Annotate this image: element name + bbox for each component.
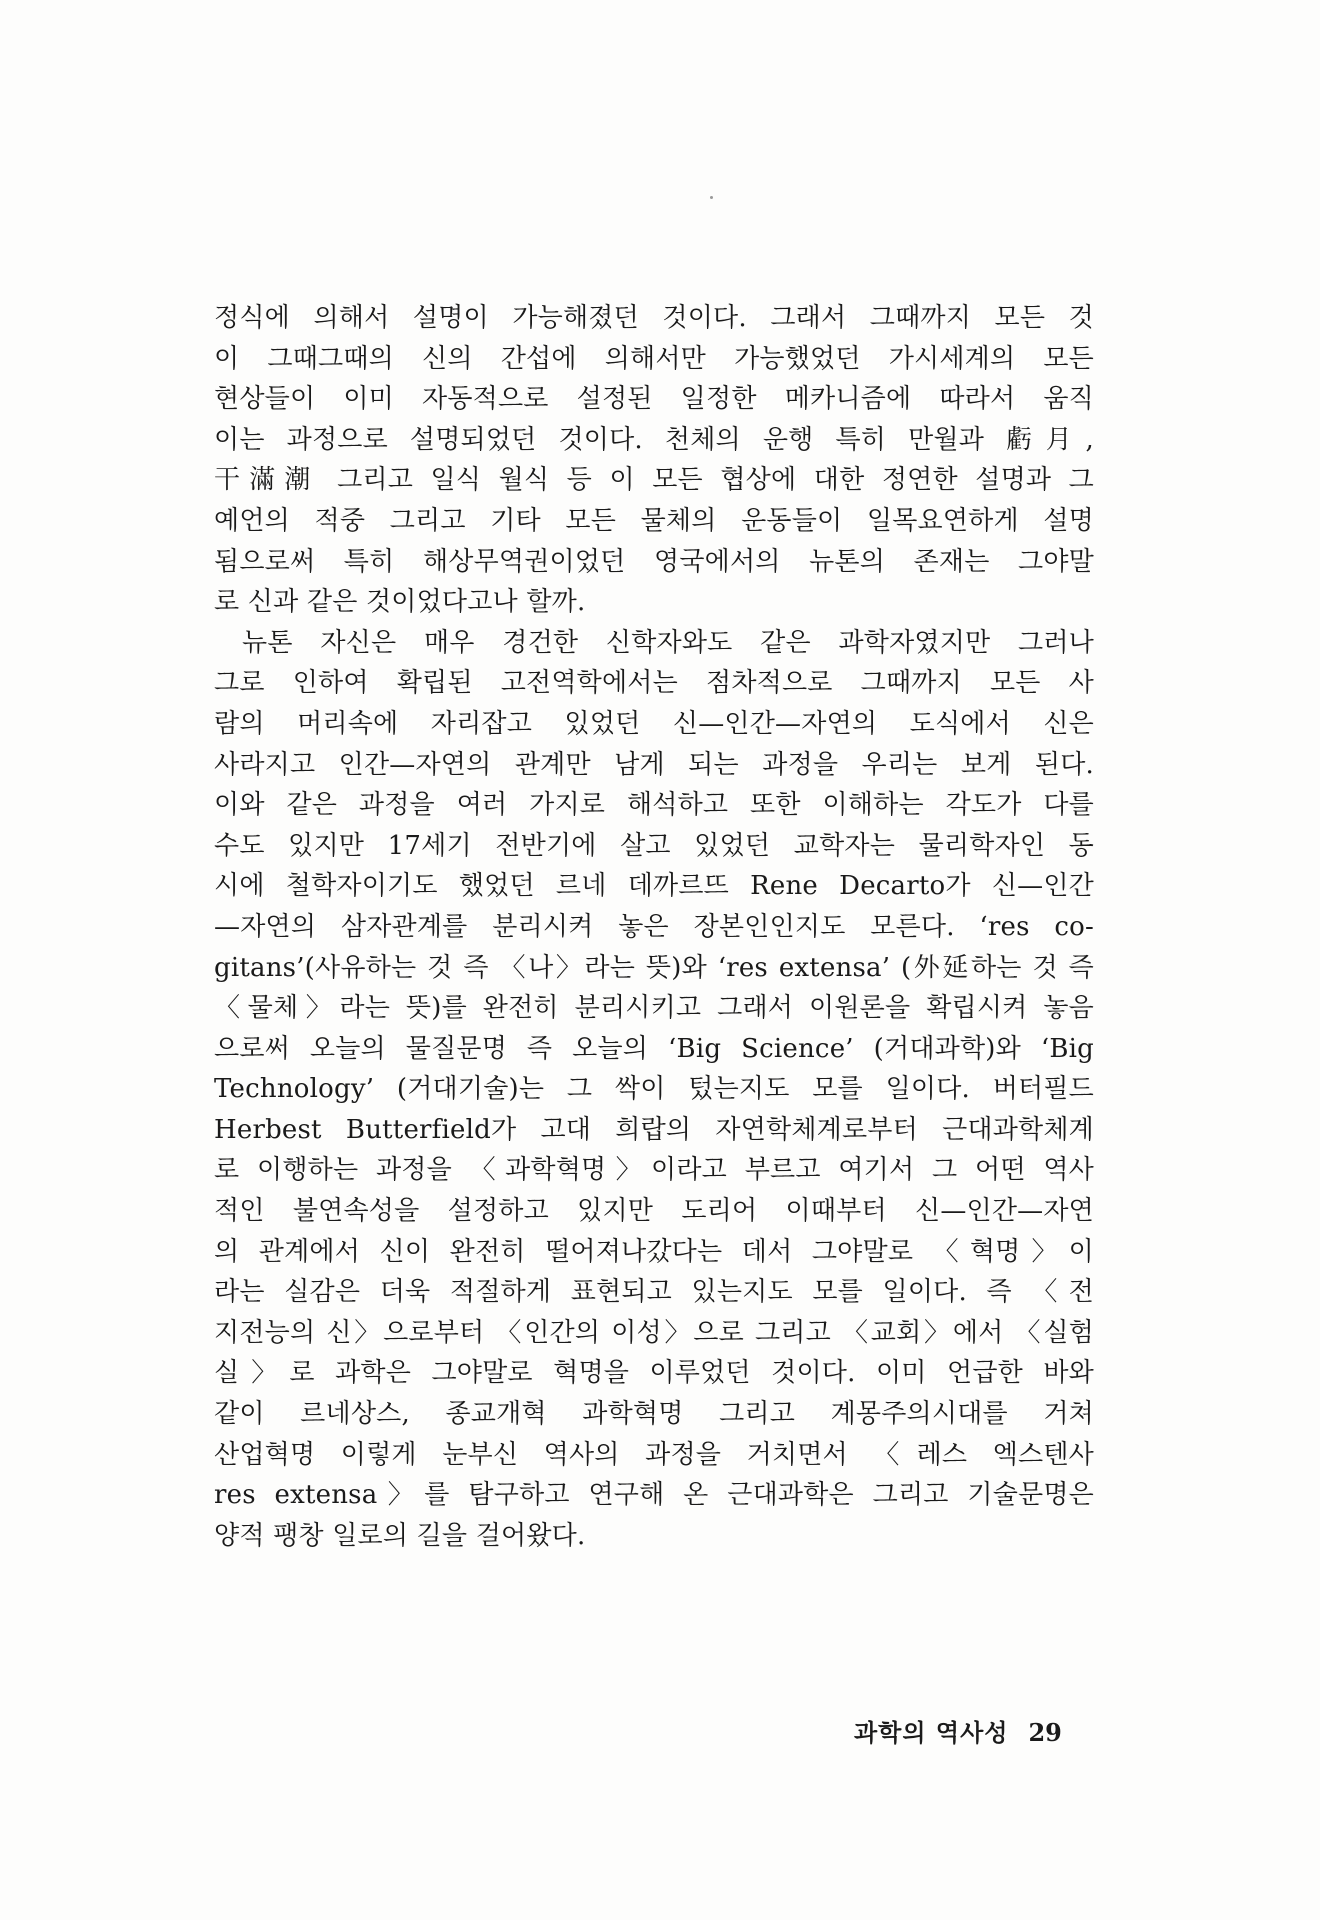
page-number: 29 [1028, 1718, 1062, 1747]
text-line: 시에 철학자이기도 했었던 르네 데까르뜨 Rene Decarto가 신—인간 [214, 871, 1094, 902]
text-line: 수도 있지만 17세기 전반기에 살고 있었던 교학자는 물리학자인 동 [214, 830, 1094, 861]
body-text [214, 298, 1094, 1556]
text-line: 이는 과정으로 설명되었던 것이다. 천체의 운행 특히 만월과 虧月, [214, 424, 1094, 455]
text-line: 정식에 의해서 설명이 가능해졌던 것이다. 그래서 그때까지 모든 것 [214, 303, 1094, 333]
text-line: 람의 머리속에 자리잡고 있었던 신—인간—자연의 도식에서 신은 [214, 708, 1094, 739]
text-line: 로 신과 같은 것이었다고나 할까. [214, 587, 586, 618]
text-line: 산업혁명 이렇게 눈부신 역사의 과정을 거치면서 〈레스 엑스텐사 [214, 1439, 1094, 1470]
paragraph-start-line: 뉴톤 자신은 매우 경건한 신학자와도 같은 과학자였지만 그러나 [242, 627, 1094, 658]
text-line: 그로 인하여 확립된 고전역학에서는 점차적으로 그때까지 모든 사 [214, 668, 1094, 699]
text-line: 사라지고 인간—자연의 관계만 남게 되는 과정을 우리는 보게 된다. [214, 749, 1094, 780]
text-line: 이 그때그때의 신의 간섭에 의해서만 가능했었던 가시세계의 모든 [214, 343, 1094, 374]
text-line: —자연의 삼자관계를 분리시켜 놓은 장본인인지도 모른다. ‘res co- [214, 911, 1094, 942]
text-line: 같이 르네상스, 종교개혁 과학혁명 그리고 계몽주의시대를 거쳐 [214, 1399, 1094, 1430]
text-line: 실〉로 과학은 그야말로 혁명을 이루었던 것이다. 이미 언급한 바와 [214, 1358, 1094, 1389]
text-line: 이와 같은 과정을 여러 가지로 해석하고 또한 이해하는 각도가 다를 [214, 790, 1094, 821]
text-line: 로 이행하는 과정을 〈과학혁명〉이라고 부르고 여기서 그 어떤 역사 [214, 1155, 1094, 1186]
text-line: 됨으로써 특히 해상무역권이었던 영국에서의 뉴톤의 존재는 그야말 [214, 546, 1094, 577]
text-line: 적인 불연속성을 설정하고 있지만 도리어 이때부터 신—인간—자연 [214, 1196, 1094, 1227]
running-title: 과학의 역사성 [854, 1718, 1009, 1747]
text-line: 干滿潮 그리고 일식 월식 등 이 모든 협상에 대한 정연한 설명과 그 [214, 465, 1094, 496]
text-line: Technology’ (거대기술)는 그 싹이 텄는지도 모를 일이다. 버터필드 [214, 1074, 1094, 1105]
text-line: 라는 실감은 더욱 적절하게 표현되고 있는지도 모를 일이다. 즉 〈전 [214, 1277, 1094, 1308]
text-line: 현상들이 이미 자동적으로 설정된 일정한 메카니즘에 따라서 움직 [214, 384, 1094, 415]
page-footer [854, 1718, 1074, 1748]
text-line: 양적 팽창 일로의 길을 걸어왔다. [214, 1520, 586, 1551]
text-line: Herbest Butterfield가 고대 희랍의 자연학체계로부터 근대과학체계 [214, 1114, 1094, 1145]
text-line: 의 관계에서 신이 완전히 떨어져나갔다는 데서 그야말로 〈혁명〉이 [214, 1236, 1094, 1267]
text-line: gitans’(사유하는 것 즉 〈나〉라는 뜻)와 ‘res extensa’ (外延하는 것 즉 [214, 952, 1094, 983]
text-line: res extensa〉를 탐구하고 연구해 온 근대과학은 그리고 기술문명은 [214, 1480, 1094, 1511]
text-line: 〈물체〉라는 뜻)를 완전히 분리시키고 그래서 이원론을 확립시켜 놓음 [214, 993, 1094, 1024]
text-line: 으로써 오늘의 물질문명 즉 오늘의 ‘Big Science’ (거대과학)와 ‘Big [214, 1033, 1094, 1064]
text-line: 예언의 적중 그리고 기타 모든 물체의 운동들이 일목요연하게 설명 [214, 505, 1094, 536]
text-line: 지전능의 신〉으로부터 〈인간의 이성〉으로 그리고 〈교회〉에서 〈실험 [214, 1317, 1094, 1348]
print-speck [710, 196, 713, 199]
